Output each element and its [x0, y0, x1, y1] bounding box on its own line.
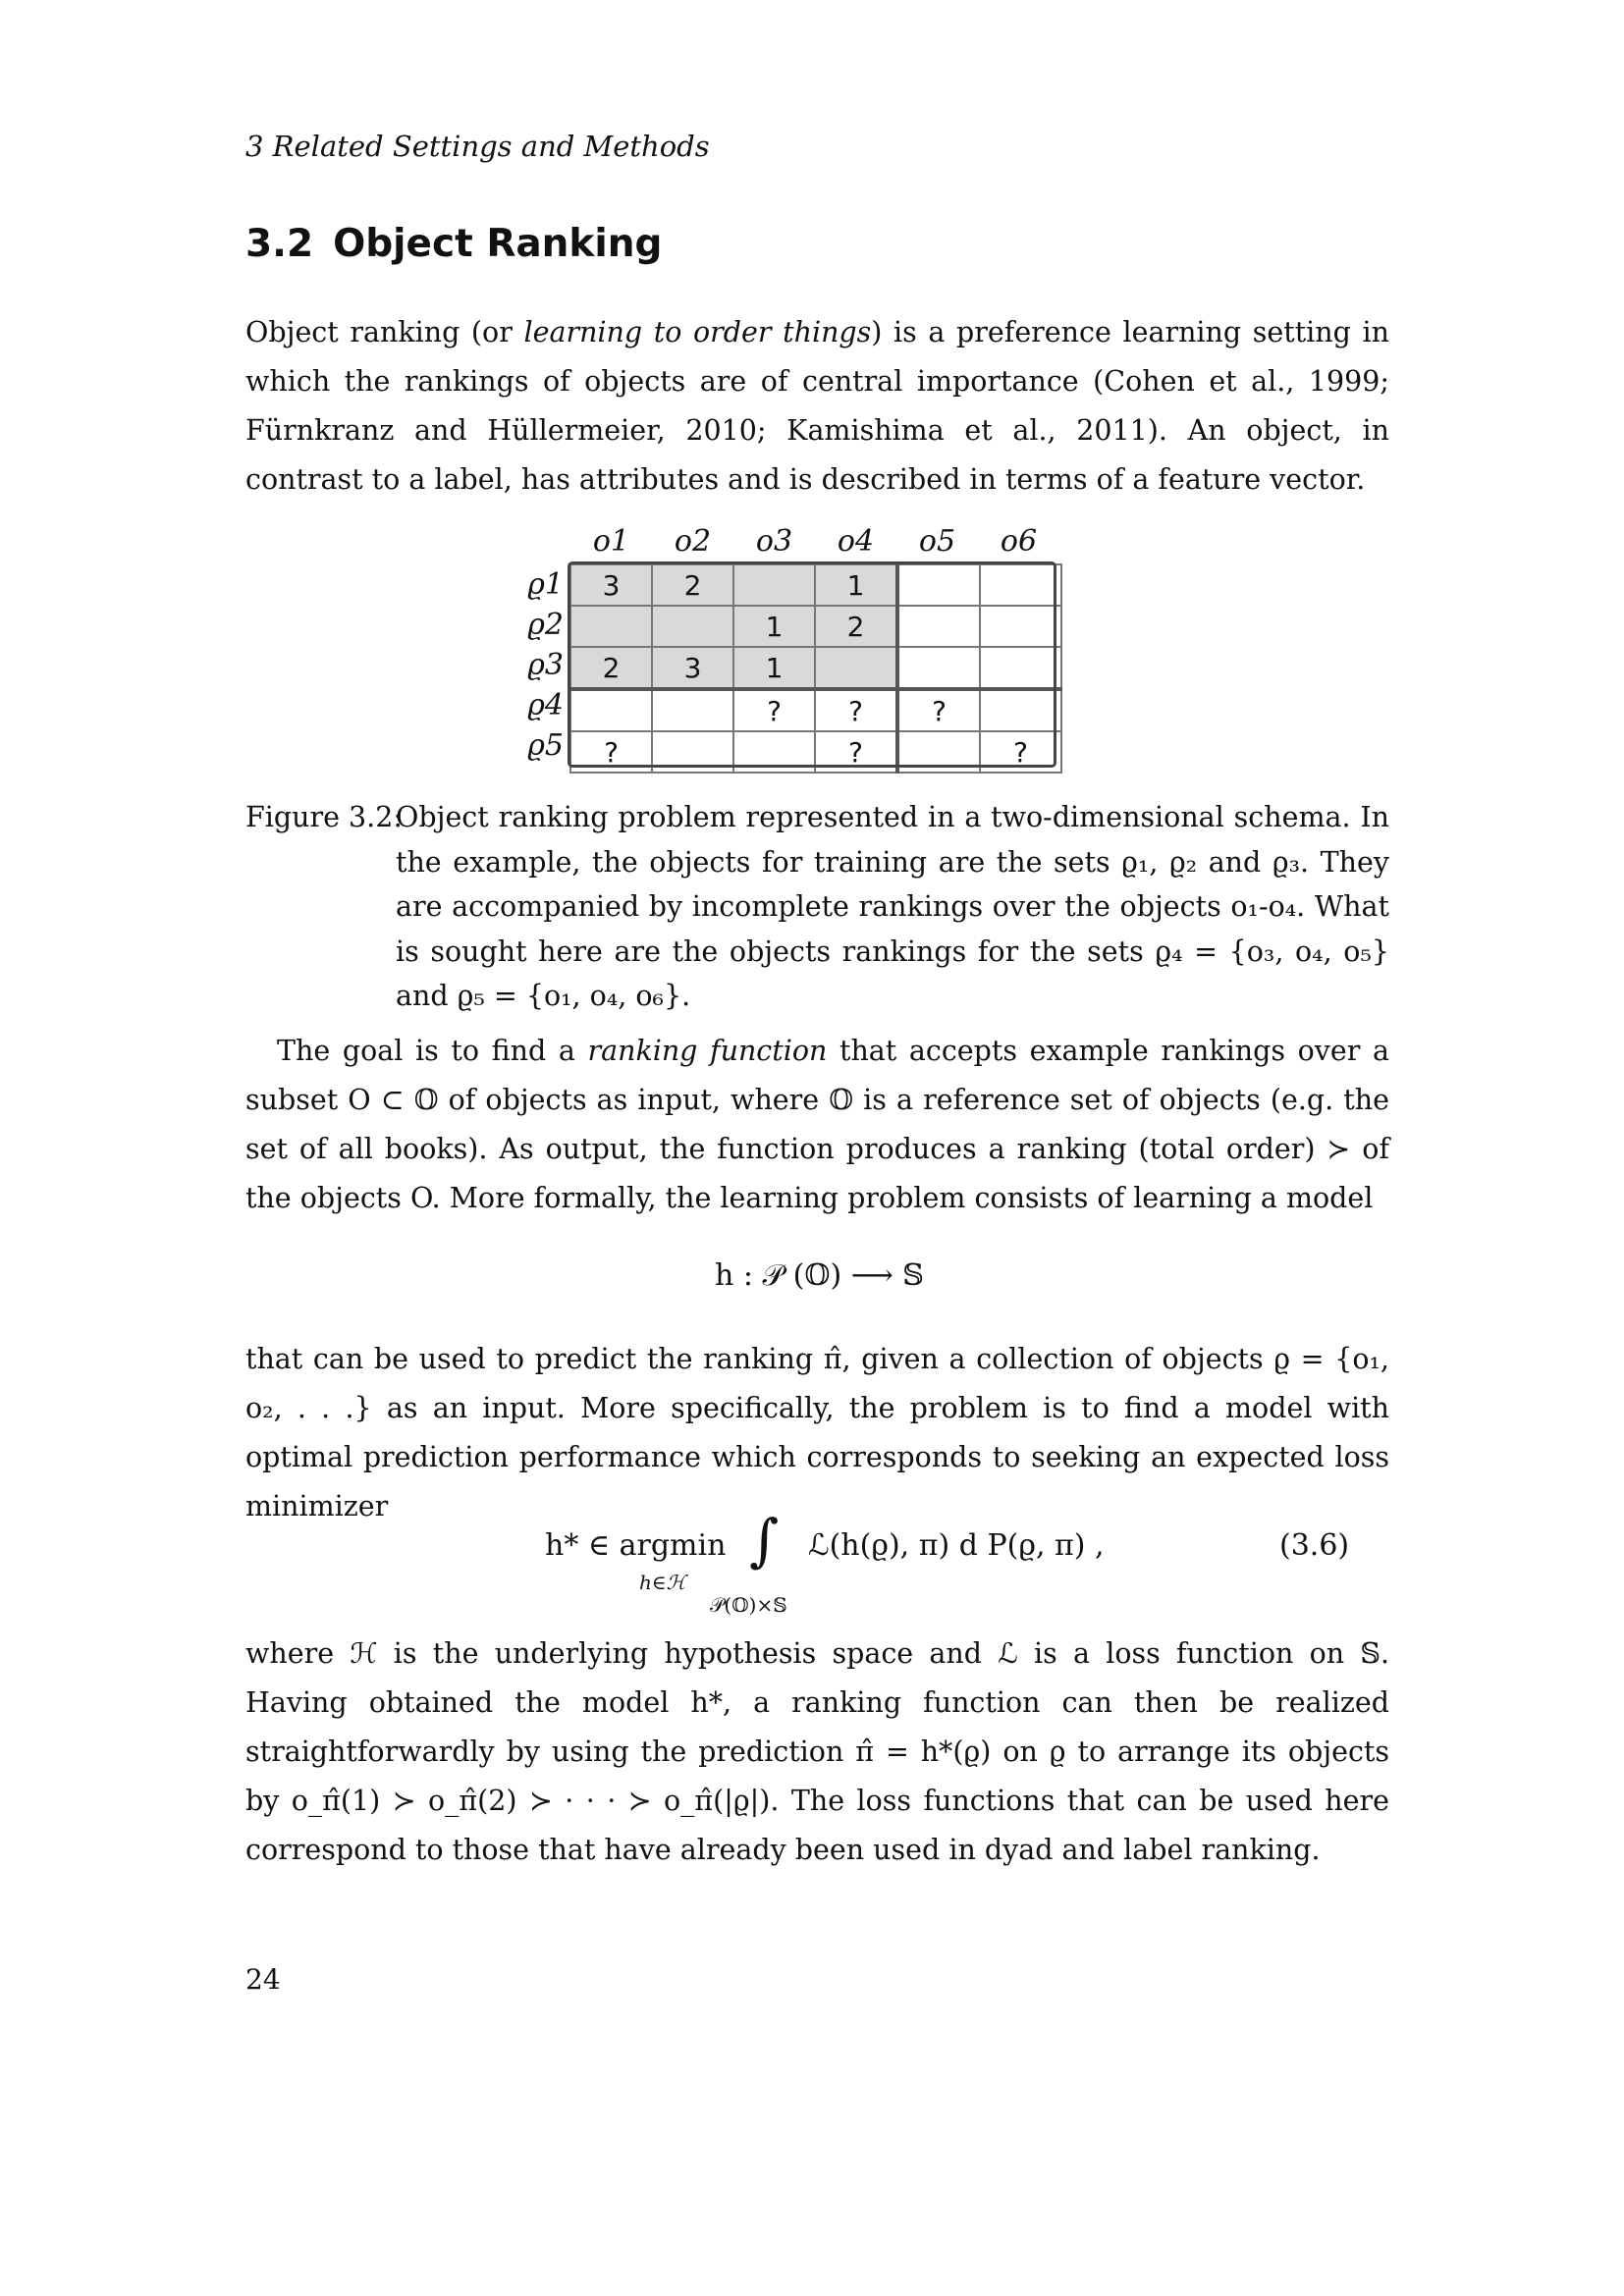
grid-cell: 2 [815, 606, 897, 647]
model-equation: h : 𝒫 (𝕆) ⟶ 𝕊 [715, 1258, 924, 1293]
section-number: 3.2 [245, 222, 314, 266]
row-header: ϱ4 [527, 688, 564, 722]
grid-cell: ? [733, 689, 815, 731]
grid-cell [570, 689, 652, 731]
section-title: Object Ranking [333, 222, 663, 266]
intro-paragraph: Object ranking (or learning to order things) is a preference learning setting in which the rankings of objects are of central importance (Cohen et al., 1999; Fürnkranz and Hüllermeier, 2010; Kamishima et al., 2011). An object, in contrast to a label, has attributes and is described in terms of a feature vector. [245, 316, 1389, 496]
row-header: ϱ5 [527, 728, 564, 763]
grid-cell [652, 606, 733, 647]
conclusion-paragraph: where ℋ is the underlying hypothesis space and ℒ is a loss function on 𝕊. Having obtained the model h*, a ranking function can then be realized straightforwardly by using the prediction π̂ = h*(ϱ) on ϱ to arrange its objects by o_π̂(1) ≻ o_π̂(2) ≻ · · · ≻ o_π̂(|ϱ|). The loss functions that can be used here correspond to those that have already been used in dyad and label ranking. [245, 1637, 1389, 1866]
grid-cell: ? [815, 689, 897, 731]
grid-cell: 1 [815, 564, 897, 606]
grid-cell [815, 647, 897, 689]
grid-cell: ? [980, 731, 1061, 773]
column-header: o5 [918, 524, 956, 559]
row-header: ϱ1 [527, 567, 564, 602]
running-header: 3 Related Settings and Methods [245, 130, 710, 163]
page-number: 24 [245, 1963, 281, 1996]
ranking-grid [569, 563, 1062, 774]
column-header: o4 [837, 524, 875, 559]
goal-paragraph: The goal is to find a ranking function that accepts example rankings over a subset O ⊂ 𝕆 of objects as input, where 𝕆 is a reference set of objects (e.g. the set of all books). As output, the function produces a ranking (total order) ≻ of the objects O. More formally, the learning problem consists of learning a model [245, 1035, 1389, 1214]
grid-cell [897, 647, 980, 689]
figure-caption [245, 795, 1389, 1019]
grid-cell: ? [570, 731, 652, 773]
column-header: o6 [1000, 524, 1038, 559]
grid-cell: ? [897, 689, 980, 731]
grid-cell [897, 606, 980, 647]
grid-cell: 1 [733, 647, 815, 689]
loss-equation [545, 1507, 1389, 1617]
equation-number: (3.6) [1279, 1528, 1350, 1563]
integral-sign: ∫ [749, 1507, 780, 1574]
grid-cell [652, 731, 733, 773]
grid-cell: 3 [570, 564, 652, 606]
grid-cell: 2 [570, 647, 652, 689]
row-header: ϱ3 [527, 648, 564, 682]
eq-body: ℒ(h(ϱ), π) d P(ϱ, π) , [808, 1528, 1105, 1563]
column-header: o3 [755, 524, 793, 559]
row-header: ϱ2 [527, 608, 564, 642]
eq-under: h∈ℋ [639, 1571, 686, 1594]
section-heading [245, 222, 662, 266]
prediction-paragraph: that can be used to predict the ranking π̂, given a collection of objects ϱ = {o₁, o₂, . . .} as an input. More specifically, the problem is to find a model with optimal prediction performance which corresponds to seeking an expected loss minimizer [245, 1343, 1389, 1522]
grid-cell [897, 731, 980, 773]
eq-lhs: h* ∈ argmin [545, 1528, 727, 1563]
grid-cell [980, 647, 1061, 689]
caption-label: Figure 3.2: [245, 801, 403, 833]
column-header: o1 [592, 524, 630, 559]
grid-cell: 2 [652, 564, 733, 606]
eq-domain: 𝒫(𝕆)×𝕊 [710, 1593, 787, 1617]
column-header: o2 [674, 524, 712, 559]
grid-cell [733, 564, 815, 606]
ranking-figure [520, 524, 1070, 779]
grid-cell [980, 689, 1061, 731]
grid-cell: 3 [652, 647, 733, 689]
grid-cell [897, 564, 980, 606]
grid-cell: 1 [733, 606, 815, 647]
grid-cell [733, 731, 815, 773]
grid-cell [570, 606, 652, 647]
caption-text: Object ranking problem represented in a two-dimensional schema. In the example, the objects for training are the sets ϱ₁, ϱ₂ and ϱ₃. They are accompanied by incomplete rankings over the objects o₁-o₄. What is sought here are the objects rankings for the sets ϱ₄ = {o₃, o₄, o₅} and ϱ₅ = {o₁, o₄, o₆}. [396, 801, 1389, 1012]
grid-cell [652, 689, 733, 731]
grid-cell [980, 606, 1061, 647]
grid-cell: ? [815, 731, 897, 773]
grid-cell [980, 564, 1061, 606]
